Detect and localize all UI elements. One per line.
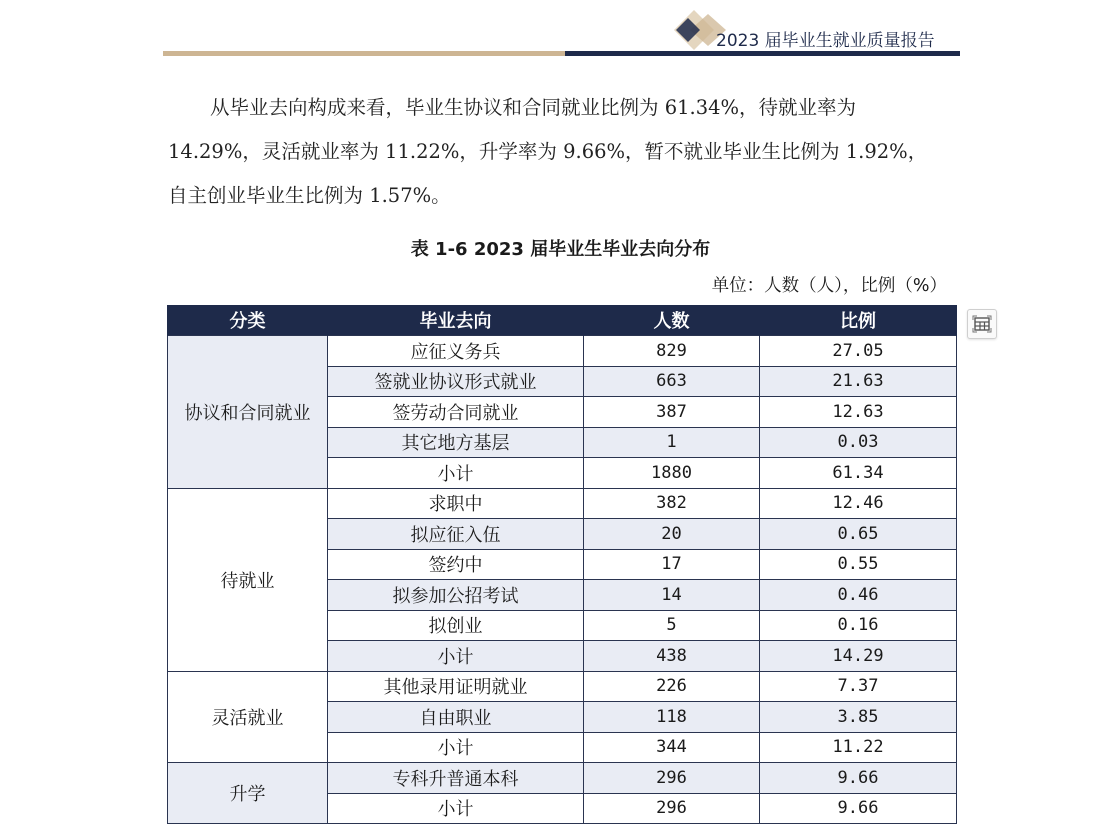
percent-cell: 9.66 bbox=[760, 793, 957, 824]
destination-cell: 自由职业 bbox=[328, 702, 584, 733]
destination-cell: 小计 bbox=[328, 793, 584, 824]
paragraph-line: 自主创业毕业生比例为 1.57%。 bbox=[168, 184, 451, 207]
destination-cell: 签就业协议形式就业 bbox=[328, 366, 584, 397]
category-cell: 灵活就业 bbox=[168, 671, 328, 763]
destination-cell: 其它地方基层 bbox=[328, 427, 584, 458]
percent-cell: 3.85 bbox=[760, 702, 957, 733]
percent-cell: 0.16 bbox=[760, 610, 957, 641]
category-cell: 升学 bbox=[168, 763, 328, 824]
percent-cell: 27.05 bbox=[760, 336, 957, 367]
table-unit-note: 单位：人数（人），比例（%） bbox=[711, 276, 947, 296]
percent-cell: 12.63 bbox=[760, 397, 957, 428]
percent-cell: 11.22 bbox=[760, 732, 957, 763]
table-extract-glyph-icon bbox=[968, 310, 996, 338]
destination-cell: 小计 bbox=[328, 732, 584, 763]
destination-cell: 专科升普通本科 bbox=[328, 763, 584, 794]
percent-cell: 14.29 bbox=[760, 641, 957, 672]
count-cell: 17 bbox=[584, 549, 760, 580]
summary-paragraph bbox=[168, 86, 968, 218]
table-header-row bbox=[168, 305, 957, 336]
header-rule-gold bbox=[163, 51, 565, 56]
table-row bbox=[168, 336, 957, 367]
percent-cell: 0.55 bbox=[760, 549, 957, 580]
destination-cell: 拟创业 bbox=[328, 610, 584, 641]
page-header bbox=[0, 0, 1117, 60]
count-cell: 118 bbox=[584, 702, 760, 733]
header-count: 人数 bbox=[584, 305, 760, 336]
table-extract-icon[interactable] bbox=[967, 309, 997, 339]
table-caption bbox=[0, 235, 1117, 261]
percent-cell: 0.03 bbox=[760, 427, 957, 458]
count-cell: 829 bbox=[584, 336, 760, 367]
destination-cell: 签劳动合同就业 bbox=[328, 397, 584, 428]
count-cell: 1 bbox=[584, 427, 760, 458]
destination-cell: 拟应征入伍 bbox=[328, 519, 584, 550]
header-destination: 毕业去向 bbox=[328, 305, 584, 336]
percent-cell: 12.46 bbox=[760, 488, 957, 519]
count-cell: 226 bbox=[584, 671, 760, 702]
destination-cell: 应征义务兵 bbox=[328, 336, 584, 367]
percent-cell: 0.46 bbox=[760, 580, 957, 611]
percent-cell: 61.34 bbox=[760, 458, 957, 489]
count-cell: 1880 bbox=[584, 458, 760, 489]
header-category: 分类 bbox=[168, 305, 328, 336]
destination-cell: 求职中 bbox=[328, 488, 584, 519]
destination-cell: 小计 bbox=[328, 641, 584, 672]
header-percent: 比例 bbox=[760, 305, 957, 336]
count-cell: 14 bbox=[584, 580, 760, 611]
destination-cell: 其他录用证明就业 bbox=[328, 671, 584, 702]
table-caption-text: 表 1-6 2023 届毕业生毕业去向分布 bbox=[410, 239, 711, 260]
count-cell: 344 bbox=[584, 732, 760, 763]
table-row bbox=[168, 488, 957, 519]
paragraph-line: 从毕业去向构成来看，毕业生协议和合同就业比例为 61.34%，待就业率为 bbox=[210, 96, 857, 119]
destination-cell: 签约中 bbox=[328, 549, 584, 580]
table-row bbox=[168, 763, 957, 794]
percent-cell: 9.66 bbox=[760, 763, 957, 794]
count-cell: 20 bbox=[584, 519, 760, 550]
count-cell: 438 bbox=[584, 641, 760, 672]
report-title: 2023 届毕业生就业质量报告 bbox=[716, 31, 935, 51]
percent-cell: 0.65 bbox=[760, 519, 957, 550]
percent-cell: 21.63 bbox=[760, 366, 957, 397]
paragraph-line: 14.29%，灵活就业率为 11.22%，升学率为 9.66%，暂不就业毕业生比例为 1.92%， bbox=[168, 140, 928, 163]
count-cell: 382 bbox=[584, 488, 760, 519]
count-cell: 296 bbox=[584, 793, 760, 824]
destination-cell: 小计 bbox=[328, 458, 584, 489]
percent-cell: 7.37 bbox=[760, 671, 957, 702]
count-cell: 387 bbox=[584, 397, 760, 428]
category-cell: 协议和合同就业 bbox=[168, 336, 328, 489]
category-cell: 待就业 bbox=[168, 488, 328, 671]
table-row bbox=[168, 671, 957, 702]
count-cell: 296 bbox=[584, 763, 760, 794]
count-cell: 663 bbox=[584, 366, 760, 397]
destination-table bbox=[167, 305, 957, 824]
destination-cell: 拟参加公招考试 bbox=[328, 580, 584, 611]
header-rule-navy bbox=[565, 51, 960, 56]
count-cell: 5 bbox=[584, 610, 760, 641]
